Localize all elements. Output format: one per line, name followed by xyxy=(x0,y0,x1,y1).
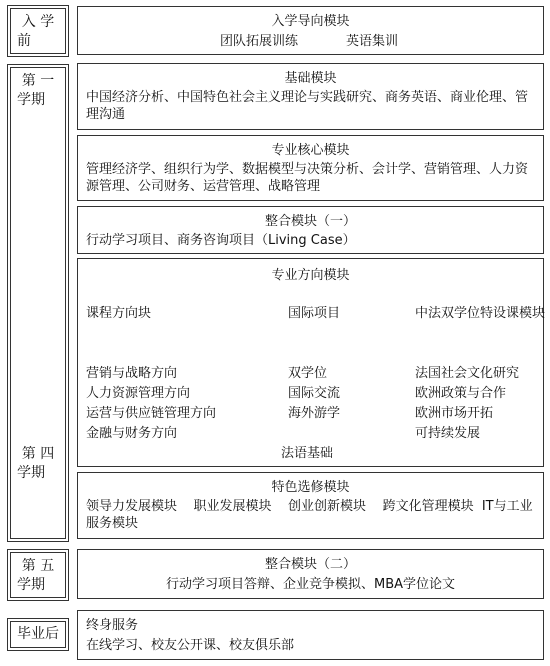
module-integration-2 xyxy=(77,549,544,599)
international-item: 双学位 xyxy=(288,366,328,381)
stage-grad-label: 毕业后 xyxy=(17,626,59,642)
direction-item: 营销与战略方向 xyxy=(86,366,178,381)
module-orientation xyxy=(77,6,544,55)
orientation-item-english: 英语集训 xyxy=(346,34,399,49)
col-international-header: 国际项目 xyxy=(288,306,341,321)
stage-semester-5 xyxy=(10,552,66,598)
stage-fourth-line1: 第 四 xyxy=(21,446,55,462)
foundation-title: 基础模块 xyxy=(284,71,337,86)
module-integration-1 xyxy=(77,206,544,254)
module-core xyxy=(77,135,544,201)
direction-item: 运营与供应链管理方向 xyxy=(86,406,217,421)
module-electives xyxy=(77,472,544,539)
integration2-body: 行动学习项目答辩、企业竞争模拟、MBA学位论文 xyxy=(165,577,456,592)
sino-french-item: 欧洲市场开拓 xyxy=(415,406,494,421)
direction-item: 人力资源管理方向 xyxy=(86,386,191,401)
core-title: 专业核心模块 xyxy=(271,143,350,158)
specialization-title: 专业方向模块 xyxy=(271,268,350,283)
stage-fifth-line1: 第 五 xyxy=(21,558,55,574)
foundation-body: 中国经济分析、中国特色社会主义理论与实践研究、商务英语、商业伦理、管理沟通 xyxy=(86,90,529,122)
col-directions-header: 课程方向块 xyxy=(86,306,152,321)
international-item: 国际交流 xyxy=(288,386,341,401)
lifelong-title: 终身服务 xyxy=(86,618,139,633)
direction-item: 金融与财务方向 xyxy=(86,426,178,441)
international-item: 海外游学 xyxy=(288,406,341,421)
module-lifelong-service xyxy=(77,610,544,660)
module-specialization xyxy=(77,258,544,467)
orientation-item-team: 团队拓展训练 xyxy=(220,34,299,49)
core-body: 管理经济学、组织行为学、数据模型与决策分析、会计学、营销管理、人力资源管理、公司财务、运营管理、战略管理 xyxy=(86,162,529,194)
integration1-title: 整合模块（一） xyxy=(264,214,356,229)
stage-first-line1: 第 一 xyxy=(21,73,55,89)
stage-fifth-line2: 学期 xyxy=(17,577,45,593)
integration2-title: 整合模块（二） xyxy=(264,557,356,572)
sino-french-item: 欧洲政策与合作 xyxy=(415,386,507,401)
lifelong-body: 在线学习、校友公开课、校友俱乐部 xyxy=(86,638,295,653)
sino-french-item: 法国社会文化研究 xyxy=(415,366,520,381)
stage-pre-line2: 前 xyxy=(17,33,31,49)
orientation-title: 入学导向模块 xyxy=(271,14,350,29)
col-sino-french-header: 中法双学位特设课模块 xyxy=(415,306,546,321)
sino-french-item: 可持续发展 xyxy=(415,426,481,441)
stage-first-line2: 学期 xyxy=(17,92,45,108)
stage-after-graduation xyxy=(10,621,66,648)
electives-body: 领导力发展模块 职业发展模块 创业创新模块 跨文化管理模块 IT与工业服务模块 xyxy=(86,499,533,531)
stage-pre-enrollment xyxy=(10,8,66,54)
electives-title: 特色选修模块 xyxy=(271,480,350,495)
stage-fourth-line2: 学期 xyxy=(17,465,45,481)
module-foundation xyxy=(77,63,544,130)
french-basics: 法语基础 xyxy=(281,446,334,461)
stage-semesters-1-4 xyxy=(10,67,66,539)
integration1-body: 行动学习项目、商务咨询项目（Living Case） xyxy=(86,233,356,248)
stage-pre-line1: 入 学 xyxy=(21,14,55,30)
